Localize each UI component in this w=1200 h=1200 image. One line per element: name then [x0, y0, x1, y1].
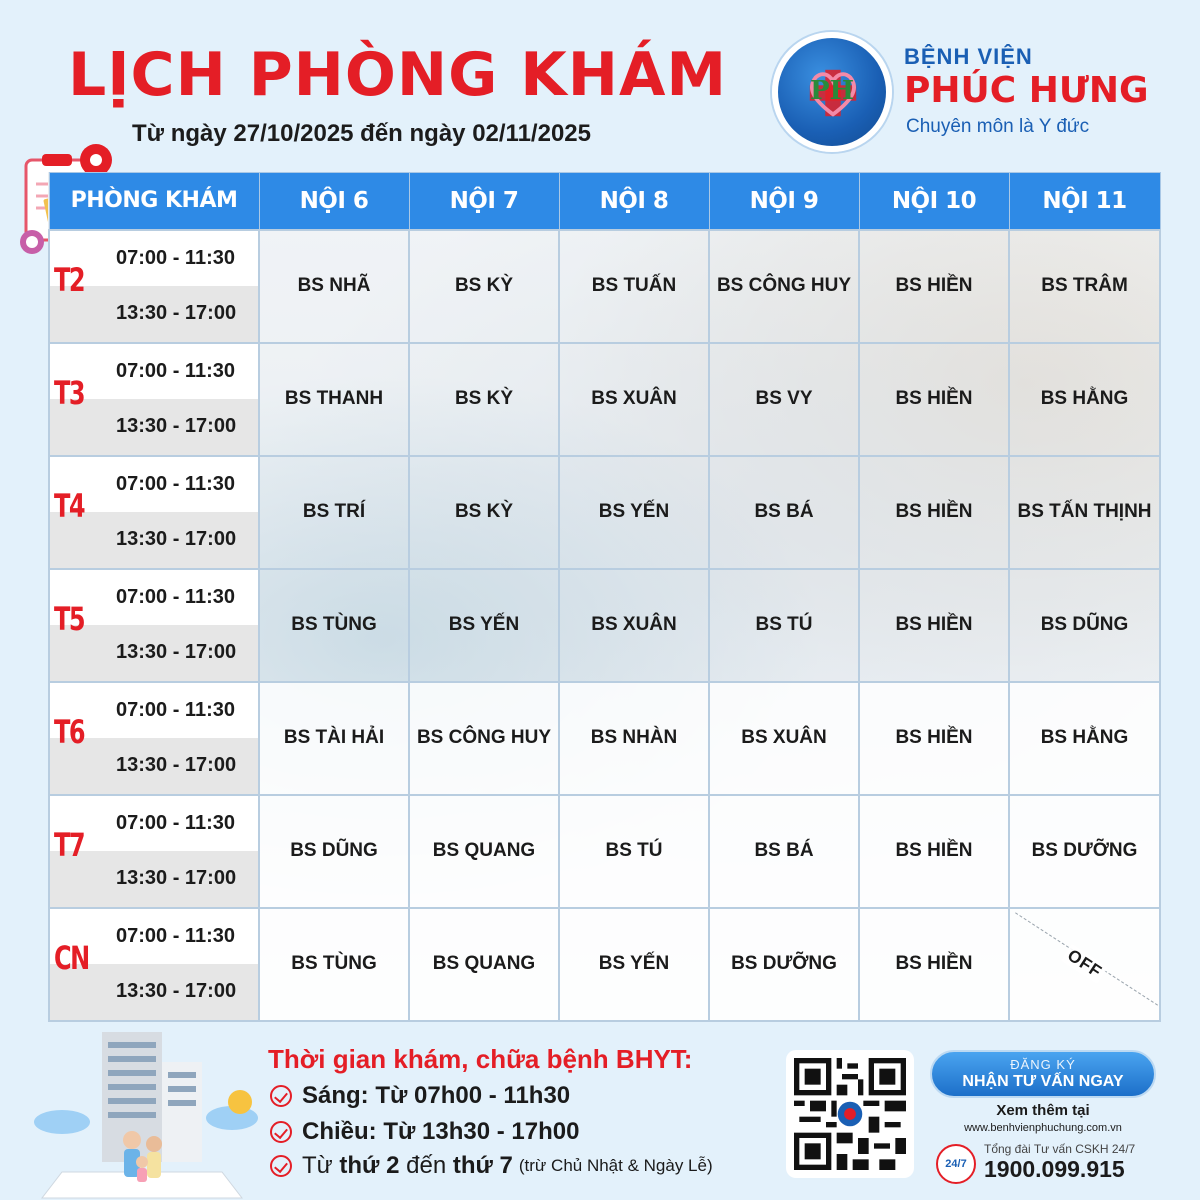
morning-slot: 07:00 - 11:30: [50, 231, 258, 287]
doctor-cell: BS HIỀN: [859, 343, 1009, 456]
doctor-cell: BS KỲ: [409, 230, 559, 343]
doctor-cell: BS TÀI HẢI: [259, 682, 409, 795]
register-consult-button[interactable]: [930, 1050, 1156, 1098]
schedule-table: [48, 172, 1161, 1022]
day-cell: [49, 343, 259, 456]
doctor-cell: BS DƯỠNG: [1009, 795, 1160, 908]
doctor-cell: BS HIỀN: [859, 795, 1009, 908]
room-header: NỘI 6: [259, 173, 409, 230]
brand-name-line1: BỆNH VIỆN: [904, 44, 1033, 69]
room-header: NỘI 10: [859, 173, 1009, 230]
doctor-cell: BS HIỀN: [859, 682, 1009, 795]
doctor-cell: BS HIỀN: [859, 569, 1009, 682]
check-circle-icon: [270, 1121, 292, 1143]
website-link[interactable]: www.benhvienphuchung.com.vn: [964, 1122, 1122, 1134]
doctor-cell: BS HIỀN: [859, 456, 1009, 569]
schedule-table-container: [48, 172, 1159, 1020]
day-cell: [49, 908, 259, 1021]
doctor-cell: BS BÁ: [709, 795, 859, 908]
days-from: thứ 2: [339, 1152, 400, 1179]
afternoon-slot: 13:30 - 17:00: [50, 964, 258, 1020]
afternoon-label: Chiều:: [302, 1118, 377, 1145]
qr-code[interactable]: [786, 1050, 914, 1178]
doctor-cell: BS KỲ: [409, 456, 559, 569]
morning-slot: 07:00 - 11:30: [50, 344, 258, 400]
doctor-cell: BS TUẤN: [559, 230, 709, 343]
day-cell: [49, 230, 259, 343]
afternoon-slot: 13:30 - 17:00: [50, 286, 258, 342]
bhyt-title: Thời gian khám, chữa bệnh BHYT:: [268, 1044, 693, 1074]
page-title: LỊCH PHÒNG KHÁM: [68, 40, 728, 110]
table-header-row: [49, 173, 1160, 230]
doctor-cell: BS TÙNG: [259, 569, 409, 682]
doctor-cell: BS QUANG: [409, 908, 559, 1021]
morning-slot: 07:00 - 11:30: [50, 570, 258, 626]
doctor-cell: BS HIỀN: [859, 230, 1009, 343]
afternoon-slot: 13:30 - 17:00: [50, 399, 258, 455]
day-label: T7: [54, 825, 85, 864]
doctor-cell: BS HIỀN: [859, 908, 1009, 1021]
doctor-cell: BS TÙNG: [259, 908, 409, 1021]
days-note: (trừ Chủ Nhật & Ngày Lễ): [518, 1156, 713, 1175]
afternoon-slot: 13:30 - 17:00: [50, 851, 258, 907]
doctor-cell: BS TRÂM: [1009, 230, 1160, 343]
table-row: [49, 230, 1160, 343]
doctor-cell: BS XUÂN: [559, 569, 709, 682]
afternoon-slot: 13:30 - 17:00: [50, 738, 258, 794]
doctor-cell: BS HẰNG: [1009, 343, 1160, 456]
room-header: NỘI 8: [559, 173, 709, 230]
off-cell: [1009, 908, 1160, 1021]
doctor-cell: BS QUANG: [409, 795, 559, 908]
qr-code-icon: [794, 1058, 906, 1170]
doctor-cell: BS BÁ: [709, 456, 859, 569]
afternoon-slot: 13:30 - 17:00: [50, 512, 258, 568]
days-to: thứ 7: [452, 1152, 513, 1179]
doctor-cell: BS NHÃ: [259, 230, 409, 343]
doctor-cell: BS CÔNG HUY: [409, 682, 559, 795]
morning-slot: 07:00 - 11:30: [50, 457, 258, 513]
doctor-cell: BS HẰNG: [1009, 682, 1160, 795]
day-label: T5: [54, 599, 85, 638]
hospital-logo: [772, 32, 892, 152]
room-header: NỘI 7: [409, 173, 559, 230]
check-circle-icon: [270, 1155, 292, 1177]
morning-slot: 07:00 - 11:30: [50, 796, 258, 852]
day-label: CN: [54, 938, 89, 977]
doctor-cell: BS XUÂN: [559, 343, 709, 456]
doctor-cell: BS YẾN: [559, 908, 709, 1021]
room-header: NỘI 11: [1009, 173, 1160, 230]
see-more-label: Xem thêm tại: [996, 1102, 1090, 1119]
day-label: T2: [54, 260, 85, 299]
doctor-cell: BS TRÍ: [259, 456, 409, 569]
table-row: [49, 456, 1160, 569]
bhyt-afternoon: [270, 1118, 579, 1146]
date-range: Từ ngày 27/10/2025 đến ngày 02/11/2025: [132, 120, 591, 147]
doctor-cell: BS CÔNG HUY: [709, 230, 859, 343]
support-24-7-icon: 24/7: [936, 1144, 976, 1184]
morning-label: Sáng:: [302, 1082, 369, 1109]
days-mid: đến: [406, 1152, 447, 1179]
doctor-cell: BS YẾN: [559, 456, 709, 569]
afternoon-value: Từ 13h30 - 17h00: [383, 1118, 580, 1145]
bhyt-morning: [270, 1082, 570, 1110]
hotline-label: Tổng đài Tư vấn CSKH 24/7: [984, 1142, 1136, 1156]
afternoon-slot: 13:30 - 17:00: [50, 625, 258, 681]
brand-tagline: Chuyên môn là Y đức: [906, 116, 1090, 137]
doctor-cell: BS XUÂN: [709, 682, 859, 795]
doctor-cell: BS TẤN THỊNH: [1009, 456, 1160, 569]
day-cell: [49, 682, 259, 795]
table-row: [49, 343, 1160, 456]
doctor-cell: BS NHÀN: [559, 682, 709, 795]
day-cell: [49, 456, 259, 569]
hotline-number[interactable]: 1900.099.915: [984, 1156, 1125, 1182]
day-label: T4: [54, 486, 85, 525]
corner-header: PHÒNG KHÁM: [49, 173, 259, 230]
day-cell: [49, 795, 259, 908]
doctor-cell: BS YẾN: [409, 569, 559, 682]
doctor-cell: BS DŨNG: [259, 795, 409, 908]
doctor-cell: BS TÚ: [709, 569, 859, 682]
register-label: ĐĂNG KÝ: [1010, 1057, 1076, 1072]
morning-value: Từ 07h00 - 11h30: [375, 1082, 571, 1109]
doctor-cell: BS VY: [709, 343, 859, 456]
brand-name-line2: PHÚC HƯNG: [904, 70, 1149, 111]
doctor-cell: BS KỲ: [409, 343, 559, 456]
doctor-cell: BS THANH: [259, 343, 409, 456]
doctor-cell: BS DƯỠNG: [709, 908, 859, 1021]
morning-slot: 07:00 - 11:30: [50, 909, 258, 965]
morning-slot: 07:00 - 11:30: [50, 683, 258, 739]
days-prefix: Từ: [302, 1152, 333, 1179]
hospital-building-illustration: [22, 1022, 262, 1200]
day-label: T6: [54, 712, 85, 751]
logo-monogram: PH: [809, 76, 855, 106]
off-label: OFF: [1061, 944, 1108, 984]
day-label: T3: [54, 373, 85, 412]
table-row: [49, 569, 1160, 682]
bhyt-days: [270, 1152, 713, 1180]
register-cta: NHẬN TƯ VẤN NGAY: [962, 1073, 1124, 1090]
day-cell: [49, 569, 259, 682]
table-row: [49, 682, 1160, 795]
doctor-cell: BS DŨNG: [1009, 569, 1160, 682]
table-row: [49, 795, 1160, 908]
doctor-cell: BS TÚ: [559, 795, 709, 908]
check-circle-icon: [270, 1085, 292, 1107]
table-row: [49, 908, 1160, 1021]
room-header: NỘI 9: [709, 173, 859, 230]
